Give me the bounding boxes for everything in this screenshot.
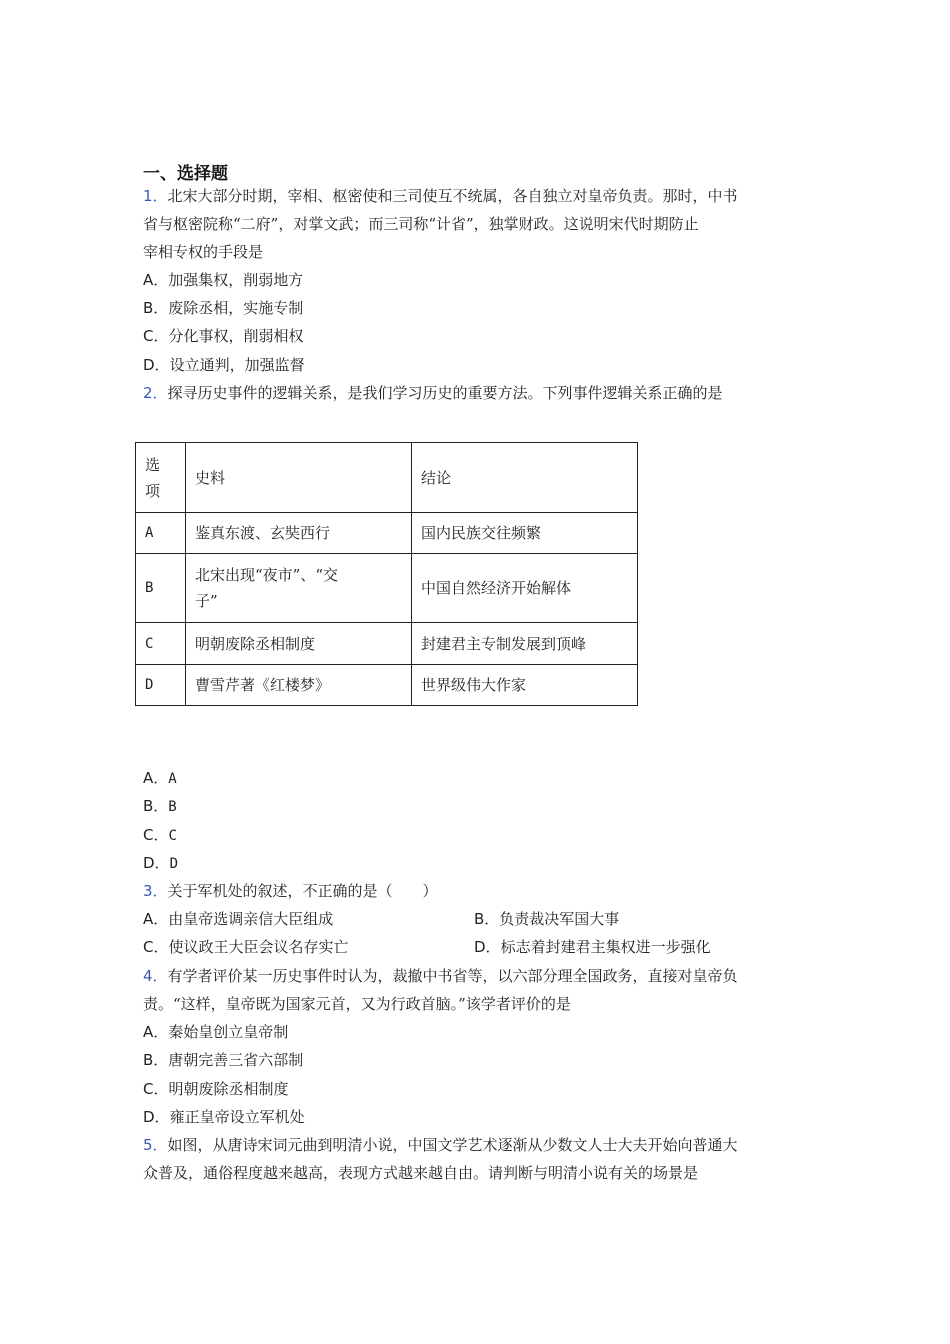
question-1-option-b[interactable] <box>143 294 303 322</box>
option-letter: D． <box>474 938 501 956</box>
question-3-number: 3． <box>143 882 168 900</box>
row-option: A <box>136 513 186 554</box>
question-5-number: 5． <box>143 1136 168 1154</box>
option-letter: D． <box>143 356 170 374</box>
question-1-line-1 <box>143 182 738 210</box>
question-2-option-c[interactable] <box>143 821 177 850</box>
question-1-line-3: 宰相专权的手段是 <box>143 243 264 261</box>
option-letter: B． <box>143 797 169 815</box>
question-3-text-1: 关于军机处的叙述，不正确的是（ ） <box>167 882 438 900</box>
option-text: 由皇帝选调亲信大臣组成 <box>168 910 334 928</box>
option-letter: B． <box>143 1051 169 1069</box>
row-material: 曹雪芹著《红楼梦》 <box>186 665 412 706</box>
option-letter: B． <box>474 910 500 928</box>
section-title: 一、选择题 <box>143 164 228 184</box>
question-3-option-d[interactable] <box>474 933 711 961</box>
option-letter: A． <box>143 769 169 787</box>
row-option: D <box>136 665 186 706</box>
row-option: B <box>136 554 186 623</box>
question-2-line-1 <box>143 379 723 407</box>
table-row <box>136 623 638 665</box>
option-letter: C． <box>143 327 169 345</box>
option-text: 分化事权，削弱相权 <box>168 327 304 345</box>
question-3-line-1 <box>143 877 438 905</box>
question-1-line-2: 省与枢密院称“二府”，对掌文武；而三司称“计省”，独掌财政。这说明宋代时期防止 <box>143 215 699 233</box>
option-text: B <box>168 799 177 815</box>
question-2-option-a[interactable] <box>143 764 177 793</box>
option-letter: D． <box>143 1108 170 1126</box>
question-2-option-b[interactable] <box>143 792 177 821</box>
table-row <box>136 554 638 623</box>
question-4-number: 4． <box>143 967 168 985</box>
option-letter: A． <box>143 271 169 289</box>
question-2-number: 2． <box>143 384 168 402</box>
row-conclusion: 中国自然经济开始解体 <box>412 554 638 623</box>
option-letter: C． <box>143 1080 169 1098</box>
question-4-text-1: 有学者评价某一历史事件时认为，裁撤中书省等，以六部分理全国政务，直接对皇帝负 <box>167 967 738 985</box>
header-option-line-1: 选 <box>145 455 161 474</box>
question-1-option-d[interactable] <box>143 351 305 379</box>
option-letter: B． <box>143 299 169 317</box>
option-letter: C． <box>143 826 169 844</box>
option-letter: C． <box>143 938 169 956</box>
option-text: 使议政王大臣会议名存实亡 <box>168 938 349 956</box>
option-text: 唐朝完善三省六部制 <box>168 1051 304 1069</box>
table-row <box>136 513 638 554</box>
option-letter: A． <box>143 1023 169 1041</box>
option-text: 负责裁决军国大事 <box>499 910 620 928</box>
header-conclusion: 结论 <box>412 443 638 513</box>
row-conclusion: 世界级伟大作家 <box>412 665 638 706</box>
option-text: 秦始皇创立皇帝制 <box>168 1023 289 1041</box>
header-option <box>136 443 186 513</box>
option-letter: A． <box>143 910 169 928</box>
option-letter: D． <box>143 854 170 872</box>
question-4-line-2: 责。“这样，皇帝既为国家元首，又为行政首脑。”该学者评价的是 <box>143 995 571 1013</box>
option-text: 加强集权，削弱地方 <box>168 271 304 289</box>
header-material: 史料 <box>186 443 412 513</box>
option-text: 雍正皇帝设立军机处 <box>169 1108 305 1126</box>
option-text: A <box>168 771 177 787</box>
question-4-option-d[interactable] <box>143 1103 305 1131</box>
row-material-line-2: 子” <box>195 592 218 610</box>
row-material: 鉴真东渡、玄奘西行 <box>186 513 412 554</box>
row-material <box>186 554 412 623</box>
row-conclusion: 国内民族交往频繁 <box>412 513 638 554</box>
question-4-line-1 <box>143 962 738 990</box>
option-text: 废除丞相，实施专制 <box>168 299 304 317</box>
question-4-option-a[interactable] <box>143 1018 288 1046</box>
question-1-option-c[interactable] <box>143 322 304 350</box>
history-table <box>135 442 638 706</box>
question-5-line-2: 众普及，通俗程度越来越高，表现方式越来越自由。请判断与明清小说有关的场景是 <box>143 1164 699 1182</box>
option-text: C <box>168 828 177 844</box>
question-4-option-b[interactable] <box>143 1046 303 1074</box>
row-material: 明朝废除丞相制度 <box>186 623 412 665</box>
question-3-option-c[interactable] <box>143 933 349 961</box>
question-4-option-c[interactable] <box>143 1075 289 1103</box>
option-text: 明朝废除丞相制度 <box>168 1080 289 1098</box>
question-3-option-b[interactable] <box>474 905 619 933</box>
question-2-option-d[interactable] <box>143 849 178 878</box>
option-text: 标志着封建君主集权进一步强化 <box>500 938 711 956</box>
question-3-option-a[interactable] <box>143 905 333 933</box>
option-text: D <box>169 856 178 872</box>
option-text: 设立通判，加强监督 <box>169 356 305 374</box>
row-material-line-1: 北宋出现“夜市”、“交 <box>195 566 339 584</box>
table-header-row <box>136 443 638 513</box>
question-1-option-a[interactable] <box>143 266 303 294</box>
header-option-line-2: 项 <box>145 481 161 500</box>
question-5-text-1: 如图，从唐诗宋词元曲到明清小说，中国文学艺术逐渐从少数文人士大夫开始向普通大 <box>167 1136 738 1154</box>
question-5-line-1 <box>143 1131 738 1159</box>
question-2-text-1: 探寻历史事件的逻辑关系，是我们学习历史的重要方法。下列事件逻辑关系正确的是 <box>167 384 723 402</box>
question-1-text-1: 北宋大部分时期，宰相、枢密使和三司使互不统属，各自独立对皇帝负责。那时，中书 <box>167 187 738 205</box>
question-1-number: 1． <box>143 187 168 205</box>
table-row <box>136 665 638 706</box>
row-conclusion: 封建君主专制发展到顶峰 <box>412 623 638 665</box>
row-option: C <box>136 623 186 665</box>
